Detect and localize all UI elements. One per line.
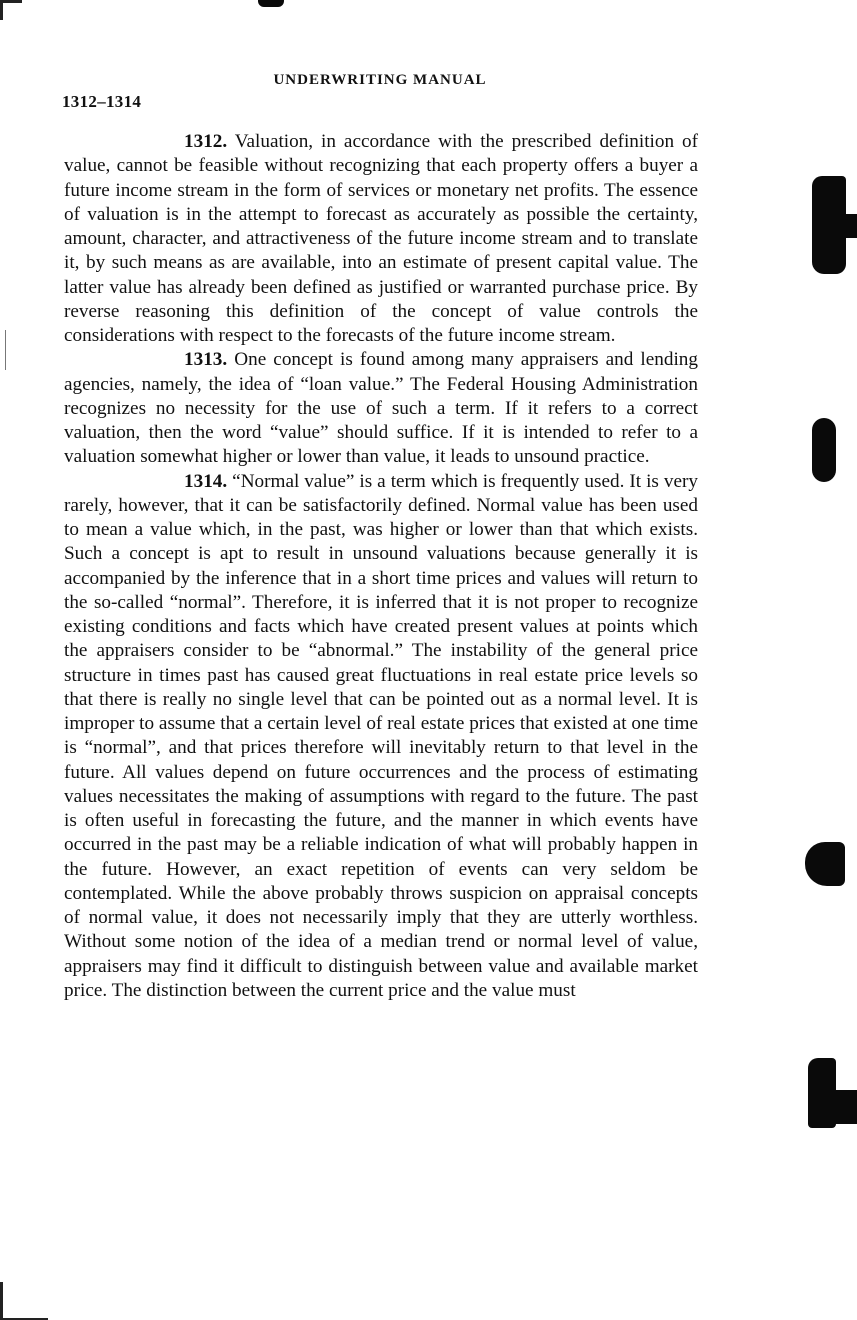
paragraph-1314 (64, 470, 698, 1004)
paragraph-number: 1312. (184, 131, 228, 152)
binding-hole-4-tab (826, 1090, 857, 1124)
binding-hole-2 (812, 418, 836, 482)
page-header-title: UNDERWRITING MANUAL (273, 72, 487, 88)
paragraph-number: 1313. (184, 349, 228, 371)
scan-edge-top-left (0, 0, 22, 3)
paragraph-number: 1314. (184, 470, 228, 492)
document-body (64, 130, 698, 1003)
binding-hole-1-tab (840, 214, 857, 238)
scan-edge-left-mark (5, 330, 6, 370)
section-range-label: 1312–1314 (62, 92, 142, 111)
paragraph-text: “Normal value” is a term which is frequently used. It is very rarely, however, that it can be satisfactorily defined. Normal value has been used to mean a value which, in the past, was higher or lower than that which exists. Such a concept is apt to result in unsound valuations because generally it is accompanied by the inference that in a short time prices and values will return to the so-called “normal”. Therefore, it is inferred that it is not proper to recognize existing conditions and facts which have created present values at points which the appraisers consider to be “abnormal.” The instability of the general price structure in times past has caused great fluctuations in real estate price levels so that there is really no single level that can be pointed out as a normal level. It is improper to assume that a certain level of real estate prices that existed at one time is “normal”, and that prices therefore will inevitably return to that level in the future. All values depend on future occurrences and the process of estimating values necessitates the making of assumptions with regard to the future. The past is often useful in forecasting the future, and the manner in which events have occurred in the past may be a reliable indication of what will probably happen in the future. However, an exact repetition of events can very seldom be contemplated. While the above probably throws suspicion on appraisal concepts of normal value, it does not necessarily imply that they are utterly worthless. Without some notion of the idea of a median trend or normal level of value, appraisers may find it difficult to distinguish between value and available market price. The distinction between the current price and the value must (64, 470, 698, 1001)
paragraph-1312 (64, 130, 698, 348)
paragraph-text: One concept is found among many appraisers and lending agencies, namely, the idea of “loan value.” The Federal Housing Administration recognizes no necessity for the use of such a term. If it refers to a correct valuation, then the word “value” should suffice. If it is intended to refer to a valuation somewhat higher or lower than value, it leads to unsound practice. (64, 349, 698, 468)
paragraph-text: Valuation, in accordance with the prescribed definition of value, cannot be feasible without recognizing that each property offers a buyer a future income stream in the form of services or monetary net profits. The essence of valuation is in the attempt to forecast as accurately as possible the certainty, amount, character, and attractiveness of the future income stream and to translate it, by such means as are available, into an estimate of present capital value. The latter value has already been defined as justified or warranted purchase price. By reverse reasoning this definition of the concept of value controls the considerations with respect to the forecasts of the future income stream. (64, 131, 698, 346)
scan-mark-top (258, 0, 284, 7)
scan-edge-left-top (0, 0, 3, 20)
binding-hole-3 (805, 842, 845, 886)
paragraph-1313 (64, 348, 698, 469)
scan-edge-left-bottom (0, 1282, 3, 1320)
